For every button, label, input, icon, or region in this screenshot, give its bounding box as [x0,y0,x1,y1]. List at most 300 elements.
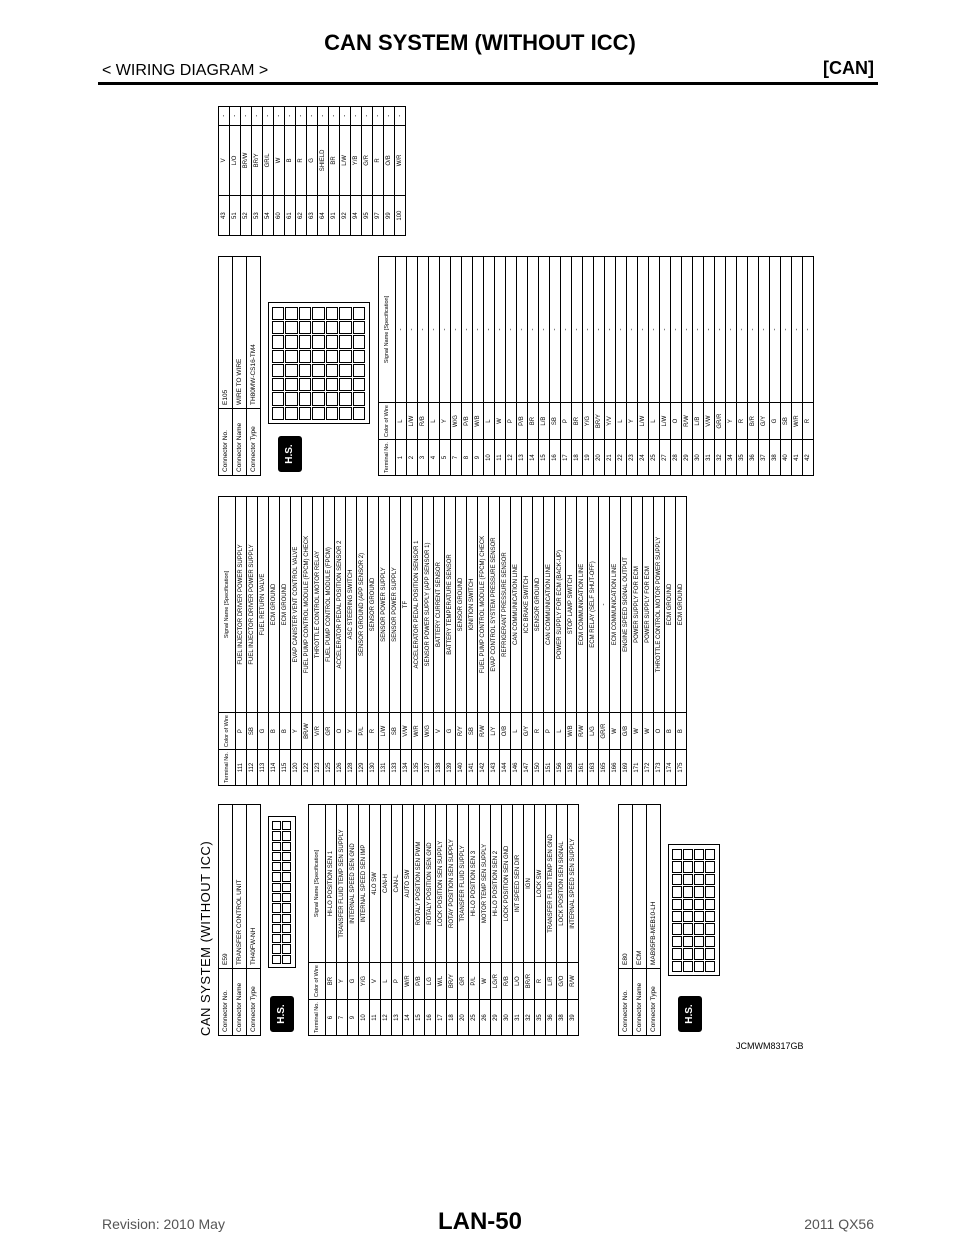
terminal-cell: 169 [621,750,632,786]
color-cell: R/W [577,713,588,750]
table-row [368,497,379,786]
table-row [610,497,621,786]
terminal-cell: 12 [506,440,517,476]
terminal-cell: 6 [326,1000,337,1036]
connector-pin [312,393,324,406]
signal-cell: INTERNAL SPEED SEN GND [348,805,359,963]
terminal-cell: 111 [236,750,247,786]
color-cell: Y/B [351,125,362,196]
signal-cell: INTERNAL SPEED SEN SUPPLY [568,805,579,963]
connector-pin [672,961,682,972]
color-cell: W/G [451,403,462,440]
signal-cell: TRANSFER FLUID TEMP SEN SUPPLY [337,805,348,963]
connector-pin [705,899,715,910]
color-cell: W [480,963,491,1000]
color-cell: G [258,713,269,750]
signal-cell: - [649,257,660,403]
signal-cell: CAN COMMUNICATION LINE [511,497,522,713]
signal-cell: FUEL RETURN VALVE [258,497,269,713]
connector-pin [272,872,281,881]
table-row [506,257,517,476]
connector-pin [353,307,365,320]
connector-name-label: Connector Name [233,409,247,476]
signal-cell: ECM RELAY (SELF SHUT-OFF) [588,497,599,713]
color-cell: R/B [418,403,429,440]
color-cell: P [392,963,403,1000]
signal-cell: - [384,107,395,126]
signal-cell: EVAP CONTROL SYSTEM PRESSURE SENSOR [489,497,500,713]
terminal-cell: 9 [348,1000,359,1036]
hs-icon: H.S. [278,436,302,472]
connector-pin [672,936,682,947]
color-cell: B [269,713,280,750]
connector-face-e80 [668,844,720,976]
connector-pin [272,842,281,851]
color-cell: L [511,713,522,750]
table-row [665,497,676,786]
terminal-cell: 2 [407,440,418,476]
signal-cell: FUEL PUMP CONTROL MODULE (FPCM) CHECK [478,497,489,713]
signal-cell: - [682,257,693,403]
color-cell: L/O [230,125,241,196]
table-row [748,257,759,476]
color-cell: Y [346,713,357,750]
table-row [329,107,340,236]
terminal-cell: 151 [544,750,555,786]
terminal-cell: 156 [555,750,566,786]
terminal-cell: 11 [370,1000,381,1036]
signal-cell: - [594,257,605,403]
signal-cell: - [605,257,616,403]
table-row [726,257,737,476]
terminal-cell: 146 [511,750,522,786]
terminal-cell: 36 [748,440,759,476]
signal-cell: - [340,107,351,126]
connector-pin [299,336,311,349]
table-row [588,497,599,786]
connector-pin [285,378,297,391]
signal-cell: - [307,107,318,126]
color-cell: GR [324,713,335,750]
table-row [676,497,687,786]
signal-cell: ICC BRAKE SWITCH [522,497,533,713]
signal-cell: - [770,257,781,403]
signal-cell: LOCK POSITION SEN SIGNAL [557,805,568,963]
signal-cell: ROTALY POSITION SEN PWM [414,805,425,963]
connector-pin [683,923,693,934]
connector-type-value: MAB95FB-MEB10-LH [647,805,661,969]
signal-cell: - [781,257,792,403]
terminal-cell: 8 [462,440,473,476]
terminal-cell: 131 [379,750,390,786]
color-cell: B [285,125,296,196]
connector-pin [694,923,704,934]
color-cell: GR/R [715,403,726,440]
signal-cell: TRANSFER FLUID TEMP SEN GND [546,805,557,963]
table-row [704,257,715,476]
connector-no-value: E80 [619,805,633,969]
section-code: [CAN] [823,58,874,78]
color-header: Color of Wire [309,963,326,1000]
table-row [395,107,406,236]
terminal-cell: 158 [566,750,577,786]
signal-cell: - [230,107,241,126]
table-row [451,257,462,476]
connector-pin [285,407,297,420]
terminal-cell: 28 [671,440,682,476]
connector-pin [326,336,338,349]
terminal-cell: 144 [500,750,511,786]
connector-pin [705,936,715,947]
connector-pin [326,393,338,406]
terminal-cell: 32 [715,440,726,476]
signal-cell: - [748,257,759,403]
terminal-cell: 63 [307,196,318,236]
terminal-cell: 150 [533,750,544,786]
terminal-cell: 4 [429,440,440,476]
connector-pin [272,350,284,363]
color-cell: L/R [546,963,557,1000]
connector-pin [272,364,284,377]
color-cell: SB [390,713,401,750]
color-cell: W [610,713,621,750]
connector-pin [272,321,284,334]
table-row [550,257,561,476]
color-cell: SB [467,713,478,750]
color-cell: L/W [407,403,418,440]
color-cell: R/Y [456,713,467,750]
color-cell: Y/G [583,403,594,440]
terminal-cell: 24 [638,440,649,476]
signal-cell: SENSOR GROUND [456,497,467,713]
connector-pin [683,948,693,959]
signal-cell: 4LO SW [370,805,381,963]
terminal-cell: 134 [401,750,412,786]
signal-header: Signal Name [Specification] [379,257,396,403]
table-row [381,805,392,1036]
pin-table-e59 [308,804,579,1036]
color-cell: O [671,403,682,440]
connector-pin [683,861,693,872]
signal-cell: SENSOR GROUND (APP SENSOR 2) [357,497,368,713]
table-row [440,257,451,476]
connector-pin [694,936,704,947]
signal-header: Signal Name [Specification] [309,805,326,963]
connector-pin [672,874,682,885]
connector-pin [694,849,704,860]
terminal-cell: 35 [737,440,748,476]
model-label: 2011 QX56 [804,1216,874,1232]
signal-cell: FUEL INJECTOR DRIVER POWER SUPPLY [236,497,247,713]
table-row [533,497,544,786]
color-cell: BR/Y [252,125,263,196]
terminal-cell: 37 [759,440,770,476]
color-cell: W [274,125,285,196]
table-row [803,257,814,476]
connector-type-value: TH80MW-CS16-TM4 [247,257,261,409]
terminal-cell: 53 [252,196,263,236]
table-row [792,257,803,476]
color-cell: P/B [462,403,473,440]
terminal-cell: 23 [627,440,638,476]
signal-cell: INTERNAL SPEED SEN IMP [359,805,370,963]
signal-cell: SENSOR GROUND [533,497,544,713]
connector-pin [339,321,351,334]
terminal-no-header: Terminal No. [309,1000,326,1036]
table-row [396,257,407,476]
terminal-cell: 35 [535,1000,546,1036]
table-row [632,497,643,786]
connector-pin [672,948,682,959]
hs-icon: H.S. [678,996,702,1032]
terminal-cell: 52 [241,196,252,236]
color-cell: R [535,963,546,1000]
wiring-diagram [198,96,818,1036]
table-row [447,805,458,1036]
terminal-cell: 133 [390,750,401,786]
connector-pin [339,364,351,377]
terminal-cell: 139 [445,750,456,786]
color-cell: R [533,713,544,750]
signal-cell: - [616,257,627,403]
connector-pin [299,364,311,377]
signal-cell: - [451,257,462,403]
table-row [296,107,307,236]
connector-pin [683,936,693,947]
terminal-cell: 64 [318,196,329,236]
table-row [362,107,373,236]
signal-cell: - [396,257,407,403]
color-cell: SHIELD [318,125,329,196]
connector-pin [705,923,715,934]
color-cell: LG [425,963,436,1000]
color-cell: W/R [395,125,406,196]
connector-pin [272,852,281,861]
connector-no-value: E59 [219,805,233,969]
table-row [511,497,522,786]
color-cell: Y/V [605,403,616,440]
terminal-cell: 15 [539,440,550,476]
table-row [566,497,577,786]
terminal-cell: 141 [467,750,478,786]
terminal-cell: 122 [302,750,313,786]
signal-cell: AUTO SW [403,805,414,963]
signal-cell: - [285,107,296,126]
connector-pin [282,903,291,912]
color-cell: G/R [362,125,373,196]
table-row [568,805,579,1036]
connector-pin [272,336,284,349]
signal-cell: - [572,257,583,403]
connector-pin [272,821,281,830]
connector-pin [312,336,324,349]
color-cell: Y [337,963,348,1000]
terminal-cell: 7 [451,440,462,476]
color-cell: L [616,403,627,440]
terminal-cell: 14 [403,1000,414,1036]
terminal-cell: 20 [458,1000,469,1036]
color-cell: R [373,125,384,196]
signal-cell: - [263,107,274,126]
table-row [337,805,348,1036]
terminal-cell: 10 [484,440,495,476]
table-row [517,257,528,476]
terminal-cell: 120 [291,750,302,786]
color-cell: SB [781,403,792,440]
color-cell: Y [440,403,451,440]
connector-pin [672,923,682,934]
signal-cell: - [627,257,638,403]
signal-cell: LOCK POSITION SEN SUPPLY [436,805,447,963]
table-row [412,497,423,786]
revision-label: Revision: 2010 May [102,1216,225,1232]
signal-cell: - [715,257,726,403]
color-cell: L [555,713,566,750]
table-row [423,497,434,786]
table-row [693,257,704,476]
signal-cell: ECM GROUND [665,497,676,713]
signal-cell: FUEL PUMP CONTROL MODULE (FPCM) CHECK [302,497,313,713]
color-cell: B/R [748,403,759,440]
connector-pin [282,934,291,943]
table-row [557,805,568,1036]
hs-icon: H.S. [270,996,294,1032]
connector-pin [705,948,715,959]
color-cell: P [236,713,247,750]
color-cell: R/W [682,403,693,440]
color-cell: P [506,403,517,440]
signal-cell: - [693,257,704,403]
diagram-title: CAN SYSTEM (WITHOUT ICC) [198,840,213,1036]
terminal-cell: 29 [491,1000,502,1036]
terminal-cell: 40 [781,440,792,476]
signal-cell: ENGINE SPEED SIGNAL OUTPUT [621,497,632,713]
terminal-cell: 142 [478,750,489,786]
terminal-cell: 22 [616,440,627,476]
signal-cell: ROTALY POSITION SEN GND [425,805,436,963]
table-row [500,497,511,786]
terminal-cell: 130 [368,750,379,786]
terminal-cell: 95 [362,196,373,236]
terminal-cell: 39 [568,1000,579,1036]
connector-face-e59 [268,816,296,968]
signal-cell: IGN [524,805,535,963]
signal-cell: ECM GROUND [269,497,280,713]
table-row [605,257,616,476]
table-row [770,257,781,476]
terminal-cell: 7 [337,1000,348,1036]
connector-pin [705,961,715,972]
page-number: LAN-50 [437,1208,522,1235]
terminal-cell: 113 [258,750,269,786]
terminal-cell: 18 [572,440,583,476]
table-row [291,497,302,786]
table-row [302,497,313,786]
connector-name-value: WIRE TO WIRE [233,257,247,409]
color-cell: P [544,713,555,750]
connector-pin [353,321,365,334]
color-cell: G/B [621,713,632,750]
terminal-cell: 13 [517,440,528,476]
signal-cell: - [517,257,528,403]
table-row [513,805,524,1036]
color-cell: BR [528,403,539,440]
terminal-cell: 20 [594,440,605,476]
table-row [759,257,770,476]
connector-pin [339,393,351,406]
pin-table-ecm [218,496,687,786]
table-row [621,497,632,786]
table-row [473,257,484,476]
signal-cell: - [462,257,473,403]
color-cell: W/B [473,403,484,440]
connector-pin [326,307,338,320]
signal-cell: - [759,257,770,403]
table-row [660,257,671,476]
color-cell: G [307,125,318,196]
signal-cell: THROTTLE CONTROL MOTOR RELAY [313,497,324,713]
color-cell: B [280,713,291,750]
terminal-cell: 138 [434,750,445,786]
signal-cell: - [506,257,517,403]
signal-cell: - [671,257,682,403]
connector-pin [272,378,284,391]
connector-pin [285,364,297,377]
table-row [599,497,610,786]
connector-pin [353,378,365,391]
table-row [643,497,654,786]
table-row [522,497,533,786]
table-row [469,805,480,1036]
signal-cell: - [395,107,406,126]
signal-cell: - [362,107,373,126]
color-cell: V/R [313,713,324,750]
connector-pin [683,961,693,972]
signal-cell: - [561,257,572,403]
connector-pin [694,861,704,872]
terminal-cell: 128 [346,750,357,786]
terminal-cell: 3 [418,440,429,476]
table-row [484,257,495,476]
signal-cell: CAN-H [381,805,392,963]
connector-pin [299,307,311,320]
color-cell: B [665,713,676,750]
connector-pin [353,407,365,420]
terminal-cell: 61 [285,196,296,236]
pin-table-e105 [378,256,814,476]
table-row [335,497,346,786]
header-rule [98,82,878,85]
table-row [324,497,335,786]
connector-pin [672,911,682,922]
terminal-cell: 25 [469,1000,480,1036]
connector-pin [282,842,291,851]
terminal-cell: 42 [803,440,814,476]
signal-cell: INT SPEED SEN DIR [513,805,524,963]
pin-table-e105-continued [218,106,406,236]
signal-cell: - [550,257,561,403]
signal-cell: - [219,107,230,126]
connector-pin [339,407,351,420]
terminal-cell: 92 [340,196,351,236]
table-row [715,257,726,476]
connector-pin [299,350,311,363]
table-row [458,805,469,1036]
signal-cell: BATTERY TEMPERATURE SENSOR [445,497,456,713]
connector-pin [272,893,281,902]
table-row [269,497,280,786]
connector-no-label: Connector No. [219,969,233,1036]
